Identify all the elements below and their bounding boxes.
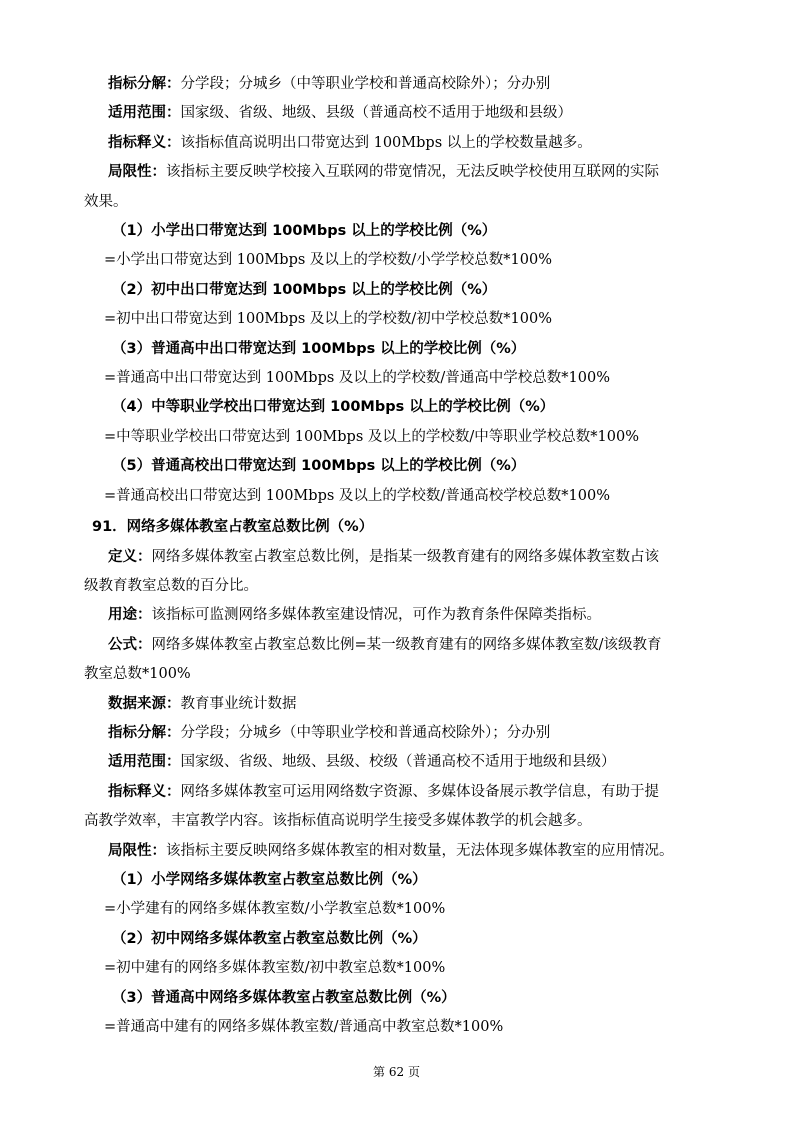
meaning-line: 指标释义：该指标值高说明出口带宽达到 100Mbps 以上的学校数量越多。: [108, 134, 592, 151]
meaning-line: 指标释义：网络多媒体教室可运用网络数字资源、多媒体设备展示教学信息，有助于提: [108, 783, 659, 800]
item-formula: =普通高校出口带宽达到 100Mbps 及以上的学校数/普通高校学校总数*100%: [104, 487, 610, 504]
page-number: 第 62 页: [373, 1065, 420, 1079]
item-formula: =中等职业学校出口带宽达到 100Mbps 及以上的学校数/中等职业学校总数*100%: [104, 428, 639, 445]
limit-line-cont: 效果。: [84, 193, 128, 210]
scope-line: 适用范围：国家级、省级、地级、县级、校级（普通高校不适用于地级和县级）: [108, 754, 616, 771]
formula-line-cont: 教室总数*100%: [84, 666, 191, 683]
breakdown-line: 指标分解：分学段；分城乡（中等职业学校和普通高校除外）；分办别: [108, 76, 551, 92]
item-title: （3）普通高中出口带宽达到 100Mbps 以上的学校比例（%）: [112, 340, 526, 357]
item-title: （1）小学网络多媒体教室占教室总数比例（%）: [112, 871, 427, 888]
definition-line: 定义：网络多媒体教室占教室总数比例，是指某一级教育建有的网络多媒体教室数占该: [108, 548, 659, 565]
item-formula: =初中建有的网络多媒体教室数/初中教室总数*100%: [104, 960, 446, 977]
item-title: （4）中等职业学校出口带宽达到 100Mbps 以上的学校比例（%）: [112, 399, 555, 416]
document-page: [84, 70, 708, 1042]
item-title: （5）普通高校出口带宽达到 100Mbps 以上的学校比例（%）: [112, 458, 526, 475]
breakdown-line: 指标分解：分学段；分城乡（中等职业学校和普通高校除外）；分办别: [108, 724, 551, 741]
item-formula: =小学建有的网络多媒体教室数/小学教室总数*100%: [104, 901, 446, 918]
item-formula: =初中出口带宽达到 100Mbps 及以上的学校数/初中学校总数*100%: [104, 311, 552, 328]
limit-line: 局限性：该指标主要反映网络多媒体教室的相对数量，无法体现多媒体教室的应用情况。: [108, 842, 674, 859]
item-title: （2）初中网络多媒体教室占教室总数比例（%）: [112, 930, 427, 947]
scope-line: 适用范围：国家级、省级、地级、县级（普通高校不适用于地级和县级）: [108, 105, 572, 122]
source-line: 数据来源：教育事业统计数据: [108, 695, 297, 712]
use-line: 用途：该指标可监测网络多媒体教室建设情况，可作为教育条件保障类指标。: [108, 607, 601, 624]
section-heading: 91．网络多媒体教室占教室总数比例（%）: [92, 519, 374, 536]
item-formula: =普通高中建有的网络多媒体教室数/普通高中教室总数*100%: [104, 1019, 504, 1035]
limit-line: 局限性：该指标主要反映学校接入互联网的带宽情况，无法反映学校使用互联网的实际: [108, 164, 659, 181]
item-title: （1）小学出口带宽达到 100Mbps 以上的学校比例（%）: [112, 223, 497, 240]
definition-line-cont: 级教育教室总数的百分比。: [84, 577, 258, 594]
item-formula: =普通高中出口带宽达到 100Mbps 及以上的学校数/普通高中学校总数*100%: [104, 370, 610, 387]
item-formula: =小学出口带宽达到 100Mbps 及以上的学校数/小学学校总数*100%: [104, 252, 552, 269]
meaning-line-cont: 高教学效率，丰富教学内容。该指标值高说明学生接受多媒体教学的机会越多。: [84, 813, 592, 830]
formula-line: 公式：网络多媒体教室占教室总数比例=某一级教育建有的网络多媒体教室数/该级教育: [108, 636, 662, 653]
item-title: （2）初中出口带宽达到 100Mbps 以上的学校比例（%）: [112, 281, 497, 298]
item-title: （3）普通高中网络多媒体教室占教室总数比例（%）: [112, 989, 456, 1006]
